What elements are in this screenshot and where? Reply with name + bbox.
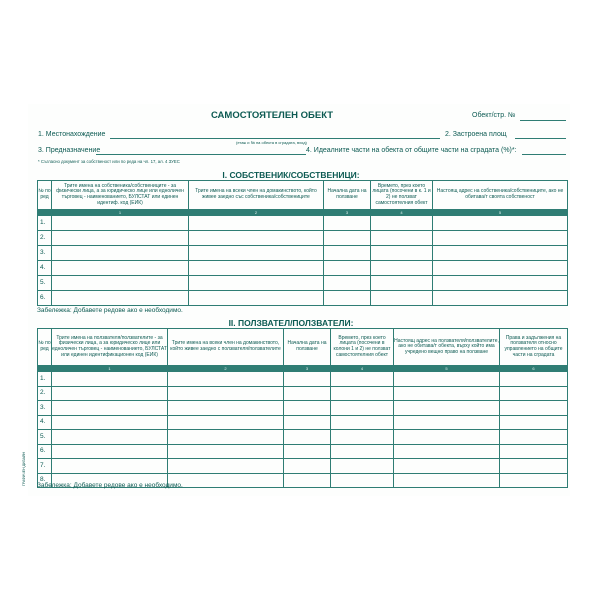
section2-title: II. ПОЛЗВАТЕЛ/ПОЛЗВАТЕЛИ: <box>228 318 354 328</box>
col-number: 3 <box>324 210 371 216</box>
input-cell[interactable] <box>433 276 568 291</box>
col-number: 2 <box>168 366 284 372</box>
input-cell[interactable] <box>331 386 394 401</box>
input-cell[interactable] <box>189 291 324 306</box>
section2-note: Забележка: Добавете редове ако е необходимо. <box>37 482 183 489</box>
table-row <box>38 231 568 246</box>
input-cell[interactable] <box>394 372 500 387</box>
form-title: САМОСТОЯТЕЛЕН ОБЕКТ <box>210 110 334 121</box>
location-label: 1. Местонахождение <box>38 131 106 138</box>
input-cell[interactable] <box>331 444 394 459</box>
input-cell[interactable] <box>331 415 394 430</box>
input-cell[interactable] <box>433 216 568 231</box>
row-number: 5. <box>38 276 52 291</box>
ideal-parts-line <box>522 154 566 155</box>
input-cell[interactable] <box>168 473 284 488</box>
col-header: № по ред <box>38 181 52 210</box>
table-row <box>38 291 568 306</box>
input-cell[interactable] <box>324 276 371 291</box>
section1-note: Забележка: Добавете редове ако е необходимо. <box>37 307 183 314</box>
col-header: Настоящ адрес на собственика/собствениците, ако не обитава/т своята собственост <box>433 181 568 210</box>
object-page-line <box>520 120 566 121</box>
input-cell[interactable] <box>371 246 433 261</box>
input-cell[interactable] <box>433 231 568 246</box>
input-cell[interactable] <box>52 372 168 387</box>
purpose-line <box>96 154 306 155</box>
input-cell[interactable] <box>500 459 568 474</box>
input-cell[interactable] <box>52 291 189 306</box>
input-cell[interactable] <box>331 372 394 387</box>
input-cell[interactable] <box>52 430 168 445</box>
input-cell[interactable] <box>394 444 500 459</box>
row-number: 3. <box>38 401 52 416</box>
input-cell[interactable] <box>394 459 500 474</box>
input-cell[interactable] <box>52 246 189 261</box>
row-number: 2. <box>38 386 52 401</box>
input-cell[interactable] <box>331 459 394 474</box>
input-cell[interactable] <box>52 216 189 231</box>
users-table <box>37 328 568 488</box>
side-print-code: ГРАФИЧЕН ДИЗАЙН <box>22 452 26 486</box>
input-cell[interactable] <box>500 401 568 416</box>
table-row <box>38 415 568 430</box>
table-row <box>38 276 568 291</box>
input-cell[interactable] <box>433 261 568 276</box>
owners-table <box>37 180 568 306</box>
input-cell[interactable] <box>500 386 568 401</box>
row-number: 4. <box>38 415 52 430</box>
col-number: 4 <box>371 210 433 216</box>
col-number: 1 <box>52 366 168 372</box>
object-page-label: Обект/стр. № <box>472 112 516 119</box>
input-cell[interactable] <box>52 459 168 474</box>
input-cell[interactable] <box>500 415 568 430</box>
table-row <box>38 459 568 474</box>
input-cell[interactable] <box>189 261 324 276</box>
table-row <box>38 401 568 416</box>
built-area-label: 2. Застроена площ <box>445 131 507 138</box>
input-cell[interactable] <box>284 430 331 445</box>
input-cell[interactable] <box>394 386 500 401</box>
input-cell[interactable] <box>168 386 284 401</box>
row-number: 8. <box>38 473 52 488</box>
table-row <box>38 386 568 401</box>
built-area-line <box>515 138 566 139</box>
col-header: Настоящ адрес на ползвателя/ползвателите, ако не обитава/т обекта, върху който има учредено вещно право на ползване <box>394 329 500 366</box>
col-header: Трите имена на собственика/собствениците - за физически лица, а за юридическо лице или едноличен търговец - наименованието, БУЛСТАТ или единен идентиф. код (ЕИК) <box>52 181 189 210</box>
footnote: * Съгласно документ за собственост или по реда на чл. 17, ал. 4 ЗУЕС <box>38 159 180 164</box>
input-cell[interactable] <box>52 444 168 459</box>
input-cell[interactable] <box>371 276 433 291</box>
input-cell[interactable] <box>433 291 568 306</box>
purpose-label: 3. Предназначение <box>38 147 101 154</box>
input-cell[interactable] <box>168 401 284 416</box>
input-cell[interactable] <box>331 473 394 488</box>
input-cell[interactable] <box>189 231 324 246</box>
location-line <box>110 138 440 139</box>
table-row <box>38 246 568 261</box>
input-cell[interactable] <box>168 444 284 459</box>
row-number: 4. <box>38 261 52 276</box>
row-number: 6. <box>38 291 52 306</box>
input-cell[interactable] <box>324 231 371 246</box>
col-number: 2 <box>189 210 324 216</box>
input-cell[interactable] <box>331 430 394 445</box>
input-cell[interactable] <box>500 430 568 445</box>
input-cell[interactable] <box>324 246 371 261</box>
table-row <box>38 444 568 459</box>
row-number: 7. <box>38 459 52 474</box>
col-number: 5 <box>433 210 568 216</box>
table-row <box>38 216 568 231</box>
input-cell[interactable] <box>284 444 331 459</box>
col-header: Начална дата на ползване <box>324 181 371 210</box>
row-number: 1. <box>38 216 52 231</box>
input-cell[interactable] <box>371 231 433 246</box>
col-header: Времето, през което лицата (посочени в колони 1 и 2) не ползват самостоятелния обект <box>331 329 394 366</box>
input-cell[interactable] <box>324 216 371 231</box>
location-sublabel: (етаж и № на обекта в сградата, вход) <box>236 140 307 145</box>
input-cell[interactable] <box>394 430 500 445</box>
col-number: 6 <box>500 366 568 372</box>
table-row <box>38 430 568 445</box>
input-cell[interactable] <box>52 415 168 430</box>
col-header: Трите имена на всеки член на домакинството, който живее заедно със собственика/собствениците <box>189 181 324 210</box>
input-cell[interactable] <box>324 291 371 306</box>
input-cell[interactable] <box>371 261 433 276</box>
col-header: Времето, през което лицата (посочени в к. 1 и 2) не ползват самостоятелния обект <box>371 181 433 210</box>
table-row <box>38 261 568 276</box>
col-header: № по ред <box>38 329 52 366</box>
input-cell[interactable] <box>189 276 324 291</box>
input-cell[interactable] <box>284 473 331 488</box>
input-cell[interactable] <box>189 216 324 231</box>
input-cell[interactable] <box>284 372 331 387</box>
col-header: Трите имена на ползвателя/ползвателите - за физически лица, а за юридическо лице или едноличен търговец - наименованието, БУЛСТАТ или единен идентификационен код (ЕИК) <box>52 329 168 366</box>
input-cell[interactable] <box>52 276 189 291</box>
input-cell[interactable] <box>52 261 189 276</box>
input-cell[interactable] <box>500 372 568 387</box>
row-number: 2. <box>38 231 52 246</box>
section1-title: I. СОБСТВЕНИК/СОБСТВЕНИЦИ: <box>222 170 360 180</box>
input-cell[interactable] <box>52 401 168 416</box>
row-number: 6. <box>38 444 52 459</box>
input-cell[interactable] <box>168 415 284 430</box>
table-row <box>38 372 568 387</box>
input-cell[interactable] <box>168 372 284 387</box>
input-cell[interactable] <box>284 459 331 474</box>
col-header: Начална дата на ползване <box>284 329 331 366</box>
col-number: 1 <box>52 210 189 216</box>
input-cell[interactable] <box>433 246 568 261</box>
input-cell[interactable] <box>500 473 568 488</box>
input-cell[interactable] <box>284 386 331 401</box>
input-cell[interactable] <box>324 261 371 276</box>
row-number: 5. <box>38 430 52 445</box>
input-cell[interactable] <box>394 415 500 430</box>
input-cell[interactable] <box>168 459 284 474</box>
input-cell[interactable] <box>394 473 500 488</box>
input-cell[interactable] <box>189 246 324 261</box>
input-cell[interactable] <box>284 401 331 416</box>
col-header: Права и задължения на ползвателя относно управлението на общите части на сградата <box>500 329 568 366</box>
input-cell[interactable] <box>168 430 284 445</box>
input-cell[interactable] <box>500 444 568 459</box>
row-number: 1. <box>38 372 52 387</box>
input-cell[interactable] <box>52 231 189 246</box>
input-cell[interactable] <box>371 216 433 231</box>
ideal-parts-label: 4. Идеалните части на обекта от общите части на сградата (%)*: <box>306 147 517 154</box>
input-cell[interactable] <box>331 401 394 416</box>
col-number: 5 <box>394 366 500 372</box>
input-cell[interactable] <box>394 401 500 416</box>
col-header: Трите имена на всеки член на домакинството, който живее заедно с ползвателя/ползвателите <box>168 329 284 366</box>
input-cell[interactable] <box>371 291 433 306</box>
row-number: 3. <box>38 246 52 261</box>
input-cell[interactable] <box>52 386 168 401</box>
col-number: 4 <box>331 366 394 372</box>
col-number: 3 <box>284 366 331 372</box>
input-cell[interactable] <box>284 415 331 430</box>
